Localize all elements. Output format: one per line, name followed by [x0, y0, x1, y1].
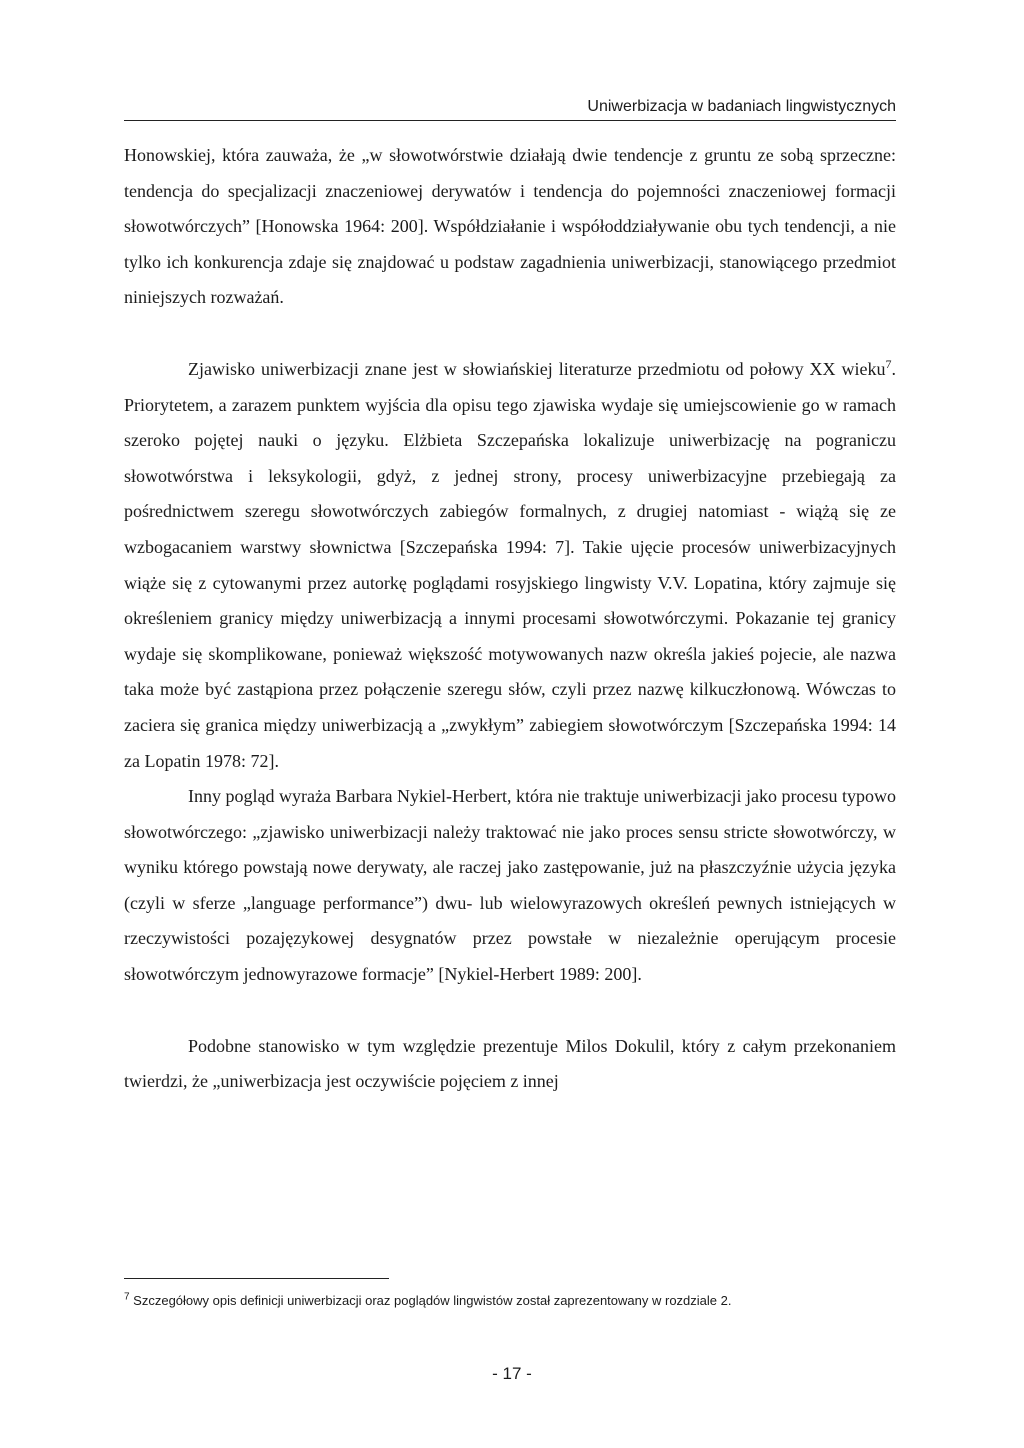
paragraph-4: Podobne stanowisko w tym względzie prezentuje Milos Dokulil, który z całym przekonaniem twierdzi, że „uniwerbizacja jest oczywiście pojęciem z innej	[124, 1035, 896, 1092]
paragraph-2-rest: . Priorytetem, a zarazem punktem wyjścia dla opisu tego zjawiska wydaje się umiejscowienie go w ramach szeroko pojętej nauki o języku. Elżbieta Szczepańska lokalizuje uniwerbizację na pograniczu słowotwórstwa i leksykologii, gdyż, z jednej strony, procesy uniwerbizacyjne przebiegają za pośrednictwem szeregu słowotwórczych zabiegów formalnych, z drugiej natomiast - wiążą się ze wzbogacaniem warstwy słownictwa [Szczepańska 1994: 7]. Takie ujęcie procesów uniwerbizacyjnych wiąże się z cytowanymi przez autorkę poglądami rosyjskiego lingwisty V.V. Lopatina, który zajmuje się określeniem granicy między uniwerbizacją a innymi procesami słowotwórczymi. Pokazanie tej granicy wydaje się skomplikowane, ponieważ większość motywowanych nazw określa jakieś pojecie, ale nazwa taka może być zastąpiona przez połączenie szeregu słów, czyli przez nazwę kilkuczłonową. Wówczas to zaciera się granica między uniwerbizacją a „zwykłym” zabiegiem słowotwórczym [Szczepańska 1994: 14 za Lopatin 1978: 72].	[124, 358, 896, 771]
paragraph-3: Inny pogląd wyraża Barbara Nykiel-Herbert, która nie traktuje uniwerbizacji jako procesu typowo słowotwórczego: „zjawisko uniwerbizacji należy traktować nie jako proces sensu stricte słowotwórczy, w wyniku którego powstają nowe derywaty, ale raczej jako zastępowanie, już na płaszczyźnie użycia języka (czyli w sferze „language performance”) dwu- lub wielowyrazowych określeń pewnych istniejących w rzeczywistości pozajęzykowej desygnatów przez powstałe w niezależnie operującym procesie słowotwórczym jednowyrazowe formacje” [Nykiel-Herbert 1989: 200].	[124, 786, 896, 985]
running-header	[124, 96, 896, 121]
footnote-separator	[124, 1278, 389, 1279]
paragraph-gap	[124, 993, 896, 1029]
running-title: Uniwerbizacja w badaniach lingwistycznych	[587, 98, 896, 115]
footnote-text: Szczegółowy opis definicji uniwerbizacji oraz poglądów lingwistów został zaprezentowany w rozdziale 2.	[129, 1293, 732, 1308]
page-body	[124, 138, 896, 1100]
footnote	[124, 1290, 896, 1312]
paragraph-gap	[124, 316, 896, 352]
paragraph-1: Honowskiej, która zauważa, że „w słowotwórstwie działają dwie tendencje z gruntu ze sobą sprzeczne: tendencja do specjalizacji znaczeniowej derywatów i tendencja do pojemności znaczeniowej formacji słowotwórczych” [Honowska 1964: 200]. Współdziałanie i współoddziaływanie obu tych tendencji, a nie tylko ich konkurencja zdaje się znajdować u podstaw zagadnienia uniwerbizacji, stanowiącego przedmiot niniejszych rozważań.	[124, 145, 896, 308]
page-number: - 17 -	[492, 1364, 532, 1383]
footnote-mark: 7	[124, 1291, 130, 1303]
paragraph-2-start: Zjawisko uniwerbizacji znane jest w słowiańskiej literaturze przedmiotu od połowy XX wieku	[188, 358, 886, 379]
paragraph-2	[124, 352, 896, 779]
footnote-reference: 7	[885, 356, 892, 371]
